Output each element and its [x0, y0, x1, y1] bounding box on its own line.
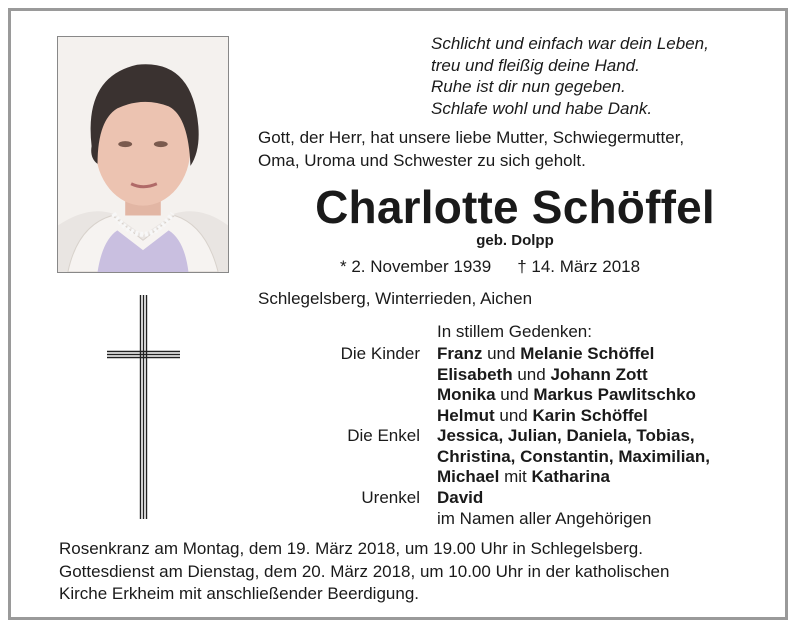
intro-text [258, 126, 758, 172]
children-group [0, 344, 710, 426]
intro-line: Oma, Uroma und Schwester zu sich geholt. [258, 151, 586, 170]
poem-line: Schlicht und einfach war dein Leben, [431, 34, 709, 53]
deceased-name: Charlotte Schöffel [315, 181, 715, 233]
birth-date: * 2. November 1939 [340, 257, 492, 276]
service-line: Kirche Erkheim mit anschließender Beerdigung. [59, 584, 420, 603]
list-item: Monika und Markus Pawlitschko [437, 385, 696, 404]
list-item: Elisabeth und Johann Zott [437, 364, 648, 384]
poem-line: treu und fleißig deine Hand. [431, 55, 640, 75]
grandchildren-group [0, 426, 710, 488]
list-item: Michael mit Katharina [437, 467, 610, 486]
children-label: Die Kinder [340, 344, 420, 363]
closing-line: im Namen aller Angehörigen [437, 509, 652, 528]
portrait-photo [57, 36, 229, 273]
list-item: Helmut und Karin Schöffel [437, 405, 648, 425]
places: Schlegelsberg, Winterrieden, Aichen [258, 289, 533, 308]
life-dates [340, 257, 640, 277]
death-date: † 14. März 2018 [517, 257, 641, 276]
poem-line: Schlafe wohl und habe Dank. [431, 98, 653, 118]
greatgrandchildren-group [0, 488, 710, 509]
poem [431, 33, 709, 119]
birth-name: geb. Dolpp [476, 232, 554, 249]
list-item: Jessica, Julian, Daniela, Tobias, [437, 426, 695, 445]
service-info [59, 538, 749, 606]
poem-line: Ruhe ist dir nun gegeben. [431, 77, 626, 96]
remembrance-heading: In stillem Gedenken: [437, 322, 592, 341]
greatgrandchildren-label: Urenkel [361, 487, 420, 507]
service-line: Gottesdienst am Dienstag, dem 20. März 2018, um 10.00 Uhr in der katholischen [59, 561, 670, 581]
intro-line: Gott, der Herr, hat unsere liebe Mutter, Schwiegermutter, [258, 128, 685, 147]
list-item: David [437, 487, 484, 507]
list-item: Franz und Melanie Schöffel [437, 344, 655, 363]
service-line: Rosenkranz am Montag, dem 19. März 2018, um 19.00 Uhr in Schlegelsberg. [59, 539, 643, 558]
grandchildren-label: Die Enkel [347, 426, 420, 445]
family-list [0, 344, 710, 508]
list-item: Christina, Constantin, Maximilian, [437, 446, 710, 466]
